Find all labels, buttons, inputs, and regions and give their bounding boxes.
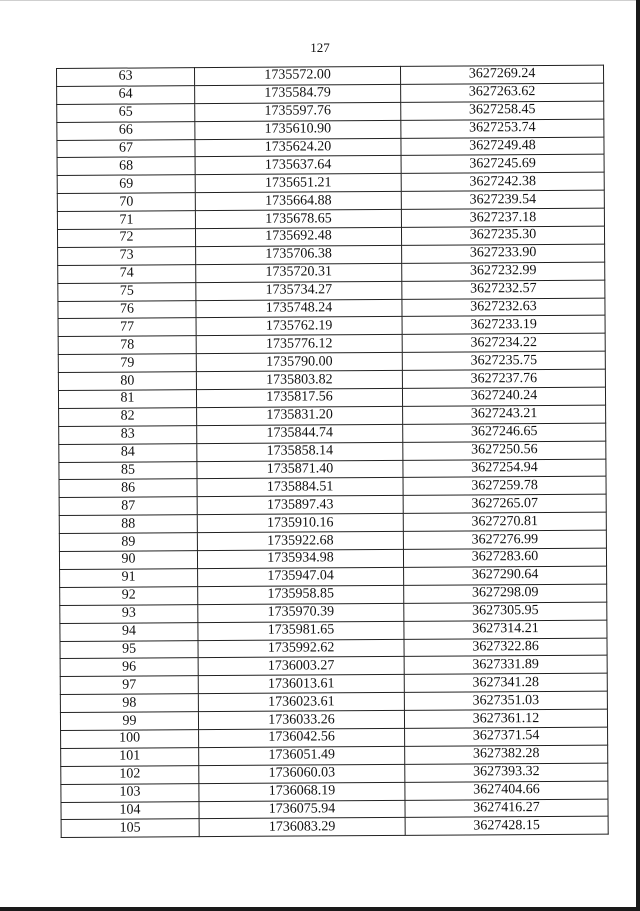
point-number-cell: 91 [60,569,198,588]
point-number-cell: 80 [58,372,196,391]
point-number-cell: 69 [57,175,195,194]
x-coordinate-cell: 1735678.65 [195,210,401,229]
x-coordinate-cell: 1735922.68 [197,532,403,551]
x-coordinate-cell: 1736013.61 [198,675,404,694]
point-number-cell: 105 [61,819,199,838]
x-coordinate-cell: 1735992.62 [198,639,404,658]
point-number-cell: 66 [57,121,195,140]
point-number-cell: 92 [60,586,198,605]
x-coordinate-cell: 1735776.12 [196,335,402,354]
point-number-cell: 84 [59,443,197,462]
y-coordinate-cell: 3627361.12 [404,709,607,728]
coordinates-table-container [56,65,608,839]
point-number-cell: 94 [60,622,198,641]
point-number-cell: 103 [61,783,199,802]
y-coordinate-cell: 3627263.62 [401,83,604,102]
x-coordinate-cell: 1735897.43 [197,496,403,515]
point-number-cell: 87 [59,497,197,516]
y-coordinate-cell: 3627237.18 [401,208,604,227]
point-number-cell: 93 [60,604,198,623]
y-coordinate-cell: 3627243.21 [403,405,606,424]
x-coordinate-cell: 1735734.27 [196,281,402,300]
x-coordinate-cell: 1735947.04 [198,567,404,586]
x-coordinate-cell: 1736060.03 [199,764,405,783]
point-number-cell: 64 [57,86,195,105]
y-coordinate-cell: 3627305.95 [404,602,607,621]
y-coordinate-cell: 3627416.27 [405,799,608,818]
x-coordinate-cell: 1735884.51 [197,478,403,497]
point-number-cell: 82 [59,408,197,427]
y-coordinate-cell: 3627428.15 [405,817,608,836]
x-coordinate-cell: 1735910.16 [197,514,403,533]
y-coordinate-cell: 3627371.54 [405,727,608,746]
point-number-cell: 95 [60,640,198,659]
point-number-cell: 77 [58,318,196,337]
x-coordinate-cell: 1735637.64 [195,156,401,175]
y-coordinate-cell: 3627240.24 [402,387,605,406]
x-coordinate-cell: 1736003.27 [198,657,404,676]
y-coordinate-cell: 3627259.78 [403,477,606,496]
point-number-cell: 79 [58,354,196,373]
point-number-cell: 78 [58,336,196,355]
y-coordinate-cell: 3627250.56 [403,441,606,460]
x-coordinate-cell: 1735844.74 [197,424,403,443]
point-number-cell: 83 [59,425,197,444]
point-number-cell: 99 [60,712,198,731]
y-coordinate-cell: 3627232.57 [402,280,605,299]
coordinates-table-body [57,65,609,838]
point-number-cell: 86 [59,479,197,498]
x-coordinate-cell: 1736075.94 [199,800,405,819]
y-coordinate-cell: 3627322.86 [404,638,607,657]
y-coordinate-cell: 3627258.45 [401,101,604,120]
x-coordinate-cell: 1735803.82 [196,371,402,390]
point-number-cell: 85 [59,461,197,480]
y-coordinate-cell: 3627233.90 [402,244,605,263]
x-coordinate-cell: 1735624.20 [195,138,401,157]
y-coordinate-cell: 3627404.66 [405,781,608,800]
point-number-cell: 72 [57,229,195,248]
point-number-cell: 102 [61,765,199,784]
x-coordinate-cell: 1735572.00 [195,66,401,85]
point-number-cell: 63 [57,68,195,87]
x-coordinate-cell: 1735610.90 [195,120,401,139]
y-coordinate-cell: 3627314.21 [404,620,607,639]
y-coordinate-cell: 3627290.64 [404,566,607,585]
x-coordinate-cell: 1735790.00 [196,353,402,372]
y-coordinate-cell: 3627235.30 [401,226,604,245]
point-number-cell: 90 [59,551,197,570]
x-coordinate-cell: 1736051.49 [199,746,405,765]
x-coordinate-cell: 1735720.31 [196,263,402,282]
point-number-cell: 70 [57,193,195,212]
x-coordinate-cell: 1735817.56 [196,388,402,407]
x-coordinate-cell: 1735934.98 [197,549,403,568]
y-coordinate-cell: 3627232.99 [402,262,605,281]
point-number-cell: 75 [58,282,196,301]
scan-top-edge [0,0,640,1]
y-coordinate-cell: 3627242.38 [401,172,604,191]
x-coordinate-cell: 1735651.21 [195,174,401,193]
x-coordinate-cell: 1735970.39 [198,603,404,622]
point-number-cell: 101 [61,747,199,766]
y-coordinate-cell: 3627246.65 [403,423,606,442]
y-coordinate-cell: 3627351.03 [404,691,607,710]
point-number-cell: 88 [59,515,197,534]
y-coordinate-cell: 3627249.48 [401,137,604,156]
point-number-cell: 67 [57,139,195,158]
point-number-cell: 104 [61,801,199,820]
y-coordinate-cell: 3627237.76 [402,369,605,388]
point-number-cell: 89 [59,533,197,552]
y-coordinate-cell: 3627232.63 [402,298,605,317]
x-coordinate-cell: 1735706.38 [196,245,402,264]
x-coordinate-cell: 1735692.48 [195,227,401,246]
y-coordinate-cell: 3627298.09 [404,584,607,603]
y-coordinate-cell: 3627245.69 [401,155,604,174]
y-coordinate-cell: 3627235.75 [402,351,605,370]
x-coordinate-cell: 1736042.56 [199,728,405,747]
point-number-cell: 97 [60,676,198,695]
point-number-cell: 73 [58,247,196,266]
point-number-cell: 96 [60,658,198,677]
y-coordinate-cell: 3627239.54 [401,190,604,209]
y-coordinate-cell: 3627382.28 [405,745,608,764]
y-coordinate-cell: 3627331.89 [404,656,607,675]
x-coordinate-cell: 1736023.61 [198,693,404,712]
point-number-cell: 74 [58,264,196,283]
page-number: 127 [310,40,330,55]
y-coordinate-cell: 3627234.22 [402,334,605,353]
point-number-cell: 76 [58,300,196,319]
point-number-cell: 65 [57,103,195,122]
x-coordinate-cell: 1735858.14 [197,442,403,461]
scan-right-edge [636,0,640,911]
y-coordinate-cell: 3627233.19 [402,316,605,335]
y-coordinate-cell: 3627341.28 [404,673,607,692]
y-coordinate-cell: 3627269.24 [400,65,603,84]
x-coordinate-cell: 1735597.76 [195,102,401,121]
scan-bottom-edge [0,907,640,911]
y-coordinate-cell: 3627276.99 [403,530,606,549]
y-coordinate-cell: 3627253.74 [401,119,604,138]
x-coordinate-cell: 1735981.65 [198,621,404,640]
x-coordinate-cell: 1735958.85 [198,585,404,604]
y-coordinate-cell: 3627265.07 [403,495,606,514]
y-coordinate-cell: 3627393.32 [405,763,608,782]
coordinates-table [56,65,609,839]
table-row [61,817,608,838]
x-coordinate-cell: 1735762.19 [196,317,402,336]
x-coordinate-cell: 1735831.20 [197,406,403,425]
x-coordinate-cell: 1736068.19 [199,782,405,801]
y-coordinate-cell: 3627270.81 [403,512,606,531]
y-coordinate-cell: 3627254.94 [403,459,606,478]
x-coordinate-cell: 1735584.79 [195,84,401,103]
x-coordinate-cell: 1736083.29 [199,818,405,837]
point-number-cell: 100 [61,730,199,749]
x-coordinate-cell: 1735664.88 [195,192,401,211]
point-number-cell: 71 [57,211,195,230]
x-coordinate-cell: 1735748.24 [196,299,402,318]
point-number-cell: 68 [57,157,195,176]
point-number-cell: 81 [58,390,196,409]
x-coordinate-cell: 1736033.26 [198,710,404,729]
y-coordinate-cell: 3627283.60 [403,548,606,567]
x-coordinate-cell: 1735871.40 [197,460,403,479]
point-number-cell: 98 [60,694,198,713]
